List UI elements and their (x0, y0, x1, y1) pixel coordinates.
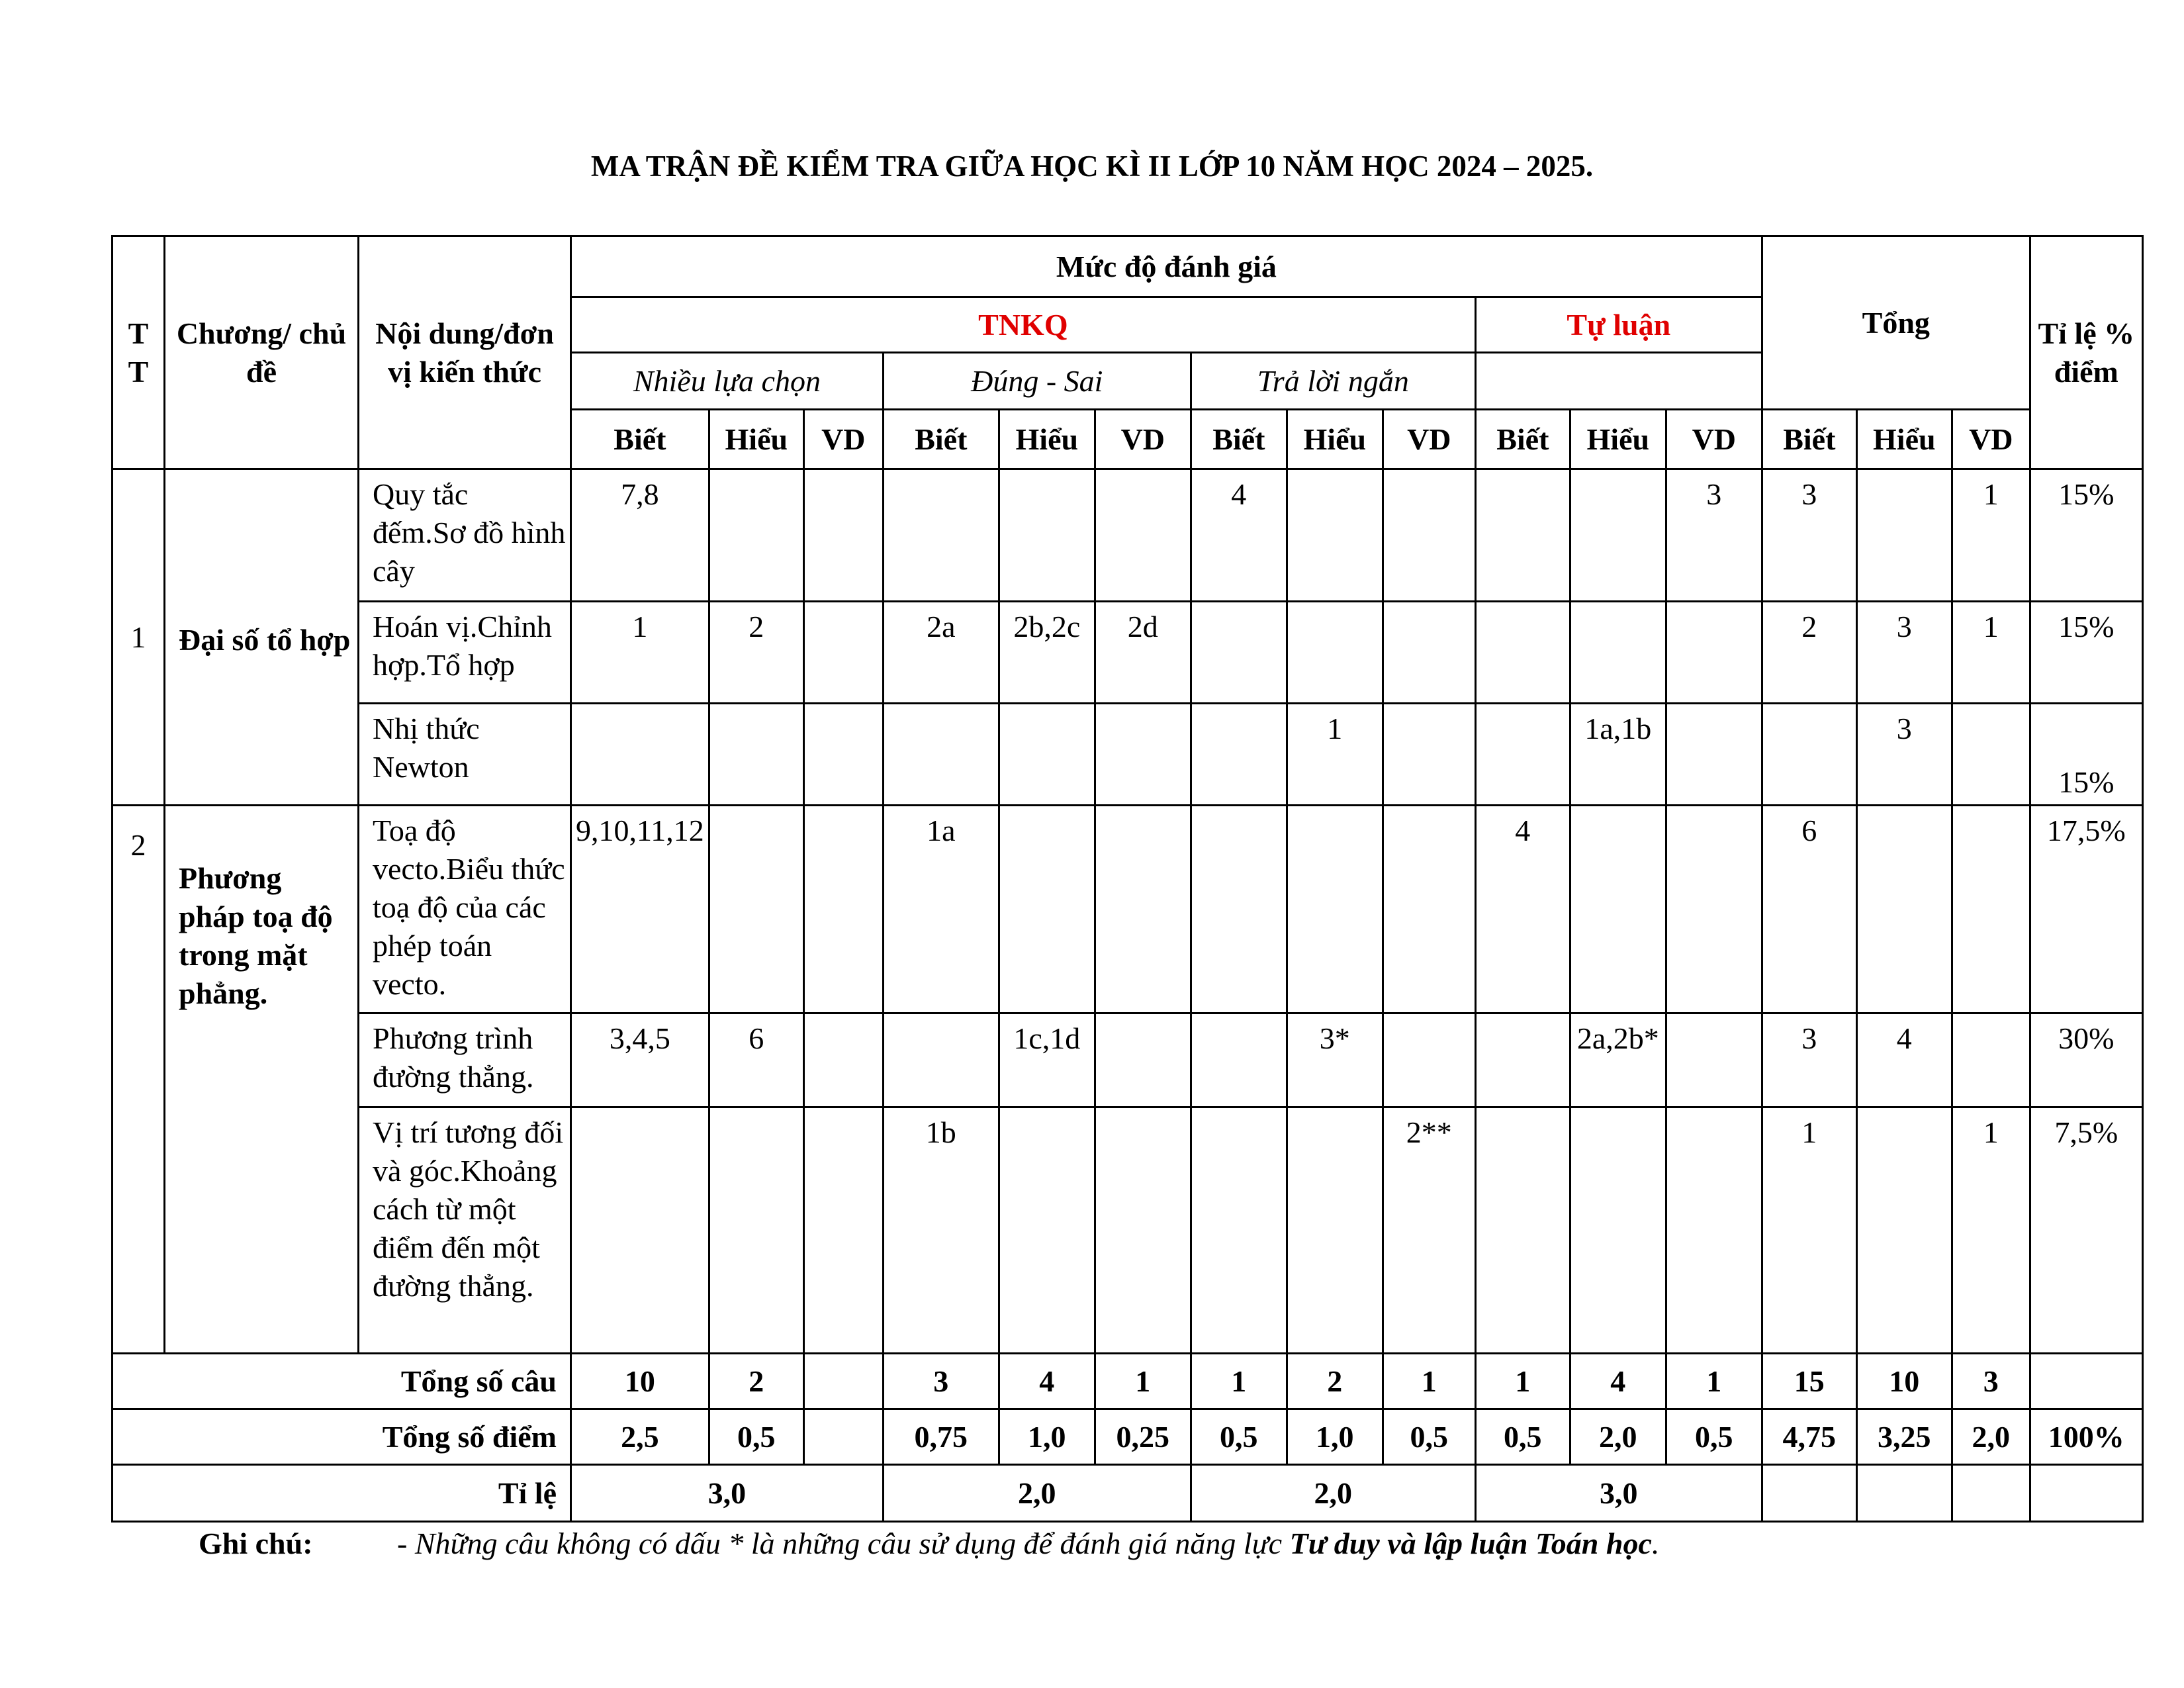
total-questions-row-cell: 2 (709, 1354, 803, 1409)
value-cell (709, 806, 803, 1013)
total-questions-row-cell: 10 (571, 1354, 709, 1409)
header-tt: T T (113, 236, 165, 469)
value-cell (803, 1107, 883, 1354)
value-cell (1095, 1107, 1191, 1354)
value-cell: 1 (1952, 1107, 2030, 1354)
topic-cell: Nhị thức Newton (359, 704, 571, 806)
value-cell (1287, 602, 1383, 704)
value-cell (1666, 1013, 1762, 1107)
ratio-row-cell: 2,0 (1191, 1465, 1475, 1522)
value-cell (1952, 704, 2030, 806)
value-cell (803, 1013, 883, 1107)
level-header-0: Biết (571, 410, 709, 469)
topic-cell: Quy tắc đếm.Sơ đồ hình cây (359, 469, 571, 602)
value-cell (803, 806, 883, 1013)
chapter-number: 2 (113, 806, 165, 1354)
value-cell (1383, 469, 1475, 602)
table-row (113, 1013, 2143, 1107)
level-header-5: VD (1095, 410, 1191, 469)
value-cell (1952, 1013, 2030, 1107)
total-score-row-cell: 0,5 (1666, 1409, 1762, 1465)
total-questions-row-cell: 10 (1856, 1354, 1952, 1409)
value-cell: 1a (883, 806, 999, 1013)
header-content: Nội dung/đơn vị kiến thức (359, 236, 571, 469)
value-cell: 6 (1762, 806, 1856, 1013)
value-cell (883, 1013, 999, 1107)
header-multiple-choice: Nhiều lựa chọn (571, 353, 884, 410)
chapter-name: Đại số tổ hợp (165, 469, 359, 806)
value-cell (1383, 602, 1475, 704)
total-questions-row-label: Tổng số câu (113, 1354, 571, 1409)
ratio-cell: 15% (2030, 469, 2142, 602)
value-cell (1191, 704, 1287, 806)
header-essay-empty (1475, 353, 1762, 410)
value-cell: 1 (1287, 704, 1383, 806)
total-score-row-cell: 3,25 (1856, 1409, 1952, 1465)
total-questions-row-ratio (2030, 1354, 2142, 1409)
total-questions-row-cell: 1 (1095, 1354, 1191, 1409)
total-score-row-ratio: 100% (2030, 1409, 2142, 1465)
value-cell (1095, 806, 1191, 1013)
value-cell (1762, 704, 1856, 806)
table-row (113, 602, 2143, 704)
ratio-cell: 30% (2030, 1013, 2142, 1107)
value-cell (999, 469, 1095, 602)
value-cell: 4 (1475, 806, 1570, 1013)
value-cell: 1 (1952, 602, 2030, 704)
total-questions-row-cell: 2 (1287, 1354, 1383, 1409)
value-cell (883, 704, 999, 806)
header-assessment-level: Mức độ đánh giá (571, 236, 1762, 297)
value-cell (1191, 806, 1287, 1013)
level-header-7: Hiểu (1287, 410, 1383, 469)
value-cell: 2a,2b* (1570, 1013, 1666, 1107)
ratio-cell: 15% (2030, 704, 2142, 806)
value-cell (1475, 602, 1570, 704)
total-score-row-cell: 0,5 (1191, 1409, 1287, 1465)
value-cell (1570, 469, 1666, 602)
total-questions-row (113, 1354, 2143, 1409)
value-cell: 2 (709, 602, 803, 704)
footnote-bold-text: Tư duy và lập luận Toán học (1289, 1526, 1652, 1560)
chapter-number: 1 (113, 469, 165, 806)
total-questions-row-cell: 3 (883, 1354, 999, 1409)
value-cell (571, 704, 709, 806)
value-cell (999, 704, 1095, 806)
total-score-row-cell: 0,25 (1095, 1409, 1191, 1465)
value-cell (1666, 1107, 1762, 1354)
value-cell (1475, 1107, 1570, 1354)
value-cell (1191, 1013, 1287, 1107)
total-questions-row-cell: 4 (999, 1354, 1095, 1409)
table-row (113, 806, 2143, 1013)
value-cell (1570, 602, 1666, 704)
footnote-text-end: . (1651, 1526, 1660, 1560)
value-cell: 4 (1856, 1013, 1952, 1107)
level-header-3: Biết (883, 410, 999, 469)
assessment-matrix-table (111, 235, 2144, 1523)
value-cell: 2** (1383, 1107, 1475, 1354)
header-essay: Tự luận (1475, 297, 1762, 353)
value-cell: 2d (1095, 602, 1191, 704)
value-cell: 4 (1191, 469, 1287, 602)
topic-cell: Toạ độ vecto.Biểu thức toạ độ của các phép toán vecto. (359, 806, 571, 1013)
table-row (113, 704, 2143, 806)
header-chapter: Chương/ chủ đề (165, 236, 359, 469)
value-cell: 6 (709, 1013, 803, 1107)
value-cell: 3 (1666, 469, 1762, 602)
value-cell: 3,4,5 (571, 1013, 709, 1107)
total-questions-row-cell: 15 (1762, 1354, 1856, 1409)
header-short-answer: Trả lời ngắn (1191, 353, 1475, 410)
value-cell (999, 806, 1095, 1013)
value-cell (1383, 1013, 1475, 1107)
table-row (113, 469, 2143, 602)
value-cell: 3 (1856, 602, 1952, 704)
value-cell (1383, 704, 1475, 806)
value-cell (1191, 602, 1287, 704)
total-score-row-cell: 0,5 (1383, 1409, 1475, 1465)
value-cell: 7,8 (571, 469, 709, 602)
ratio-row-label: Tỉ lệ (113, 1465, 571, 1522)
total-score-row-cell: 1,0 (1287, 1409, 1383, 1465)
level-header-13: Hiểu (1856, 410, 1952, 469)
total-questions-row-cell: 1 (1191, 1354, 1287, 1409)
value-cell (1856, 1107, 1952, 1354)
value-cell (709, 1107, 803, 1354)
total-score-row-cell: 2,0 (1952, 1409, 2030, 1465)
topic-cell: Phương trình đường thẳng. (359, 1013, 571, 1107)
value-cell (803, 602, 883, 704)
chapter-name: Phương pháp toạ độ trong mặt phẳng. (165, 806, 359, 1354)
total-score-row-cell (803, 1409, 883, 1465)
page-title: MA TRẬN ĐỀ KIỂM TRA GIỮA HỌC KÌ II LỚP 10 NĂM HỌC 2024 – 2025. (590, 150, 1594, 183)
value-cell (999, 1107, 1095, 1354)
value-cell (709, 704, 803, 806)
topic-cell: Vị trí tương đối và góc.Khoảng cách từ một điểm đến một đường thẳng. (359, 1107, 571, 1354)
ratio-row-cell: 3,0 (571, 1465, 884, 1522)
value-cell (1856, 469, 1952, 602)
value-cell (1287, 806, 1383, 1013)
value-cell (1666, 602, 1762, 704)
footnote-text: - Những câu không có dấu * là những câu sử dụng để đánh giá năng lực (397, 1526, 1290, 1560)
level-header-8: VD (1383, 410, 1475, 469)
value-cell: 2b,2c (999, 602, 1095, 704)
header-score-ratio: Tỉ lệ % điểm (2030, 236, 2142, 469)
level-header-9: Biết (1475, 410, 1570, 469)
value-cell (1287, 1107, 1383, 1354)
value-cell: 1 (1952, 469, 2030, 602)
total-score-row-cell: 2,0 (1570, 1409, 1666, 1465)
value-cell (1475, 1013, 1570, 1107)
value-cell: 3 (1762, 1013, 1856, 1107)
level-header-1: Hiểu (709, 410, 803, 469)
level-header-11: VD (1666, 410, 1762, 469)
header-true-false: Đúng - Sai (883, 353, 1191, 410)
value-cell (1666, 806, 1762, 1013)
ratio-row (113, 1465, 2143, 1522)
value-cell: 1b (883, 1107, 999, 1354)
value-cell (803, 704, 883, 806)
value-cell: 1 (571, 602, 709, 704)
value-cell: 3 (1856, 704, 1952, 806)
ratio-row-cell: 2,0 (883, 1465, 1191, 1522)
value-cell: 2a (883, 602, 999, 704)
level-header-12: Biết (1762, 410, 1856, 469)
footnote (199, 1526, 1659, 1561)
level-header-4: Hiểu (999, 410, 1095, 469)
value-cell (1952, 806, 2030, 1013)
ratio-row-cell: 3,0 (1475, 1465, 1762, 1522)
value-cell (1666, 704, 1762, 806)
value-cell: 1a,1b (1570, 704, 1666, 806)
total-score-row (113, 1409, 2143, 1465)
table-row (113, 1107, 2143, 1354)
total-score-row-label: Tổng số điểm (113, 1409, 571, 1465)
value-cell: 3 (1762, 469, 1856, 602)
value-cell (1191, 1107, 1287, 1354)
value-cell (571, 1107, 709, 1354)
value-cell: 1 (1762, 1107, 1856, 1354)
value-cell (1570, 1107, 1666, 1354)
value-cell (709, 469, 803, 602)
value-cell (1570, 806, 1666, 1013)
value-cell: 2 (1762, 602, 1856, 704)
total-questions-row-cell (803, 1354, 883, 1409)
level-header-2: VD (803, 410, 883, 469)
ratio-cell: 15% (2030, 602, 2142, 704)
value-cell (803, 469, 883, 602)
level-header-14: VD (1952, 410, 2030, 469)
total-score-row-cell: 1,0 (999, 1409, 1095, 1465)
footnote-label: Ghi chú: (199, 1526, 313, 1560)
level-header-6: Biết (1191, 410, 1287, 469)
value-cell (1095, 469, 1191, 602)
value-cell (1856, 806, 1952, 1013)
total-score-row-cell: 0,5 (1475, 1409, 1570, 1465)
value-cell: 1c,1d (999, 1013, 1095, 1107)
value-cell: 3* (1287, 1013, 1383, 1107)
topic-cell: Hoán vị.Chỉnh hợp.Tổ hợp (359, 602, 571, 704)
value-cell (1475, 469, 1570, 602)
total-score-row-cell: 0,75 (883, 1409, 999, 1465)
value-cell (1095, 1013, 1191, 1107)
total-questions-row-cell: 3 (1952, 1354, 2030, 1409)
total-questions-row-cell: 1 (1666, 1354, 1762, 1409)
ratio-row-empty (2030, 1465, 2142, 1522)
ratio-cell: 17,5% (2030, 806, 2142, 1013)
total-score-row-cell: 2,5 (571, 1409, 709, 1465)
total-score-row-cell: 4,75 (1762, 1409, 1856, 1465)
value-cell (883, 469, 999, 602)
value-cell (1475, 704, 1570, 806)
total-score-row-cell: 0,5 (709, 1409, 803, 1465)
header-total: Tổng (1762, 236, 2030, 410)
total-questions-row-cell: 4 (1570, 1354, 1666, 1409)
value-cell: 9,10,11,12 (571, 806, 709, 1013)
header-tnkq: TNKQ (571, 297, 1476, 353)
value-cell (1287, 469, 1383, 602)
value-cell (1383, 806, 1475, 1013)
total-questions-row-cell: 1 (1383, 1354, 1475, 1409)
ratio-row-empty (1952, 1465, 2030, 1522)
level-header-10: Hiểu (1570, 410, 1666, 469)
ratio-cell: 7,5% (2030, 1107, 2142, 1354)
total-questions-row-cell: 1 (1475, 1354, 1570, 1409)
value-cell (1095, 704, 1191, 806)
ratio-row-empty (1856, 1465, 1952, 1522)
ratio-row-empty (1762, 1465, 1856, 1522)
